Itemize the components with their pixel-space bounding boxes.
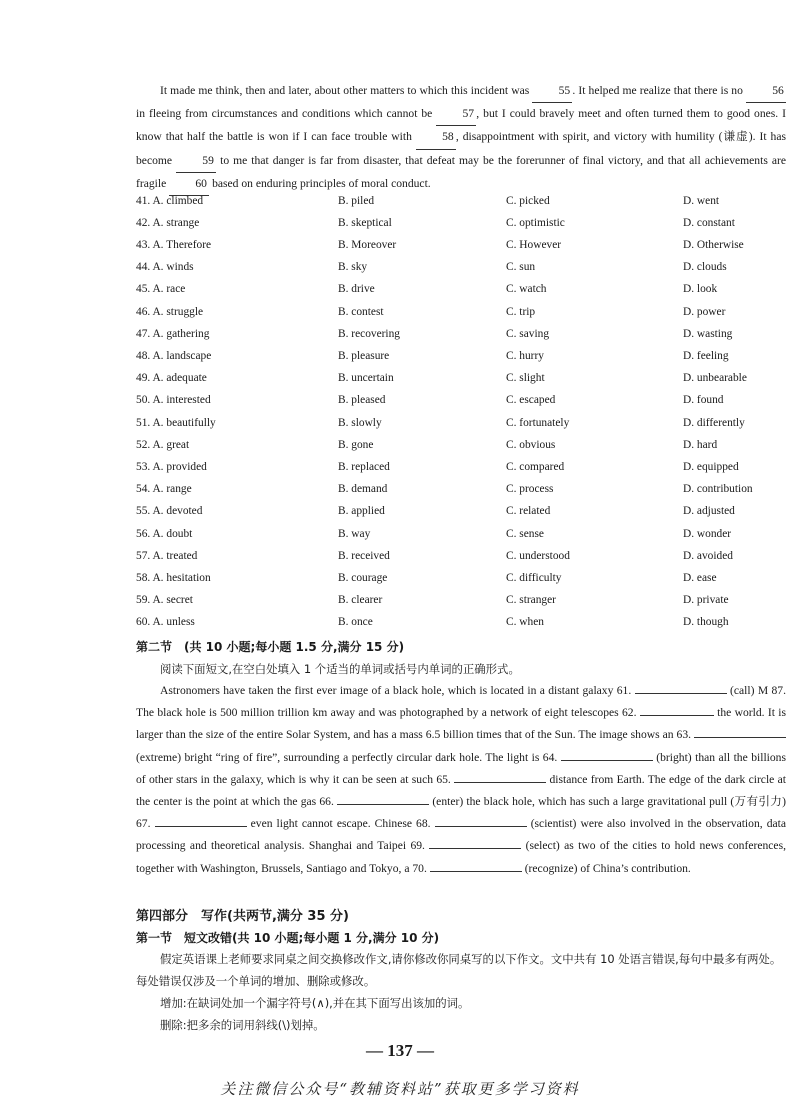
option-c[interactable]: C. related [506, 505, 551, 517]
cloze-passage-paragraph: It made me think, then and later, about other matters to which this incident was 55 . It helped me realize that there is no 56 in fleeing from circumstances and conditions which cannot be 57 , but I could bravely meet and often turned them to good ones. I know that half the battle is won if I can face trouble with 58 , disappointment with spirit, and victory with humility (谦虚). It has become 59 to me that danger is far from disaster, that defeat may be the forerunner of final victory, and that all achievements are fragile 60 based on enduring principles of moral conduct. [136, 80, 786, 196]
option-row-53 [136, 461, 786, 483]
option-d[interactable]: D. adjusted [683, 505, 735, 517]
option-b[interactable]: B. recovering [338, 328, 400, 340]
error-correction-instruction: 假定英语课上老师要求同桌之间交换修改作文,请你修改你同桌写的以下作文。文中共有 10 处语言错误,每句中最多有两处。每处错误仅涉及一个单词的增加、删除或修改。 [136, 952, 782, 988]
option-d[interactable]: D. look [683, 283, 718, 295]
part-4-heading: 第四部分 写作(共两节,满分 35 分) [136, 909, 349, 924]
option-c[interactable]: C. stranger [506, 594, 556, 606]
option-a[interactable]: 46. A. struggle [136, 306, 204, 318]
option-d[interactable]: D. power [683, 306, 726, 318]
option-row-45 [136, 283, 786, 305]
option-row-46 [136, 306, 786, 328]
option-d[interactable]: D. Otherwise [683, 239, 744, 251]
option-b[interactable]: B. gone [338, 439, 374, 451]
option-a[interactable]: 48. A. landscape [136, 350, 212, 362]
option-b[interactable]: B. skeptical [338, 217, 392, 229]
option-c[interactable]: C. difficulty [506, 572, 562, 584]
option-row-59 [136, 594, 786, 616]
option-row-41 [136, 195, 786, 217]
option-d[interactable]: D. wasting [683, 328, 733, 340]
option-d[interactable]: D. wonder [683, 528, 732, 540]
page-number: — 137 — [366, 1041, 434, 1060]
option-c[interactable]: C. process [506, 483, 554, 495]
option-b[interactable]: B. pleasure [338, 350, 390, 362]
option-d[interactable]: D. differently [683, 417, 745, 429]
option-c[interactable]: C. compared [506, 461, 565, 473]
option-b[interactable]: B. clearer [338, 594, 383, 606]
blank-59[interactable]: 59 [176, 150, 216, 173]
option-d[interactable]: D. went [683, 195, 720, 207]
option-row-49 [136, 372, 786, 394]
option-b[interactable]: B. replaced [338, 461, 390, 473]
option-c[interactable]: C. optimistic [506, 217, 565, 229]
option-d[interactable]: D. though [683, 616, 729, 628]
option-a[interactable]: 57. A. treated [136, 550, 198, 562]
insertion-rule: 增加:在缺词处加一个漏字符号(∧),并在其下面写出该加的词。 [160, 996, 470, 1010]
option-a[interactable]: 43. A. Therefore [136, 239, 212, 251]
option-c[interactable]: C. understood [506, 550, 570, 562]
option-row-44 [136, 261, 786, 283]
option-b[interactable]: B. sky [338, 261, 368, 273]
blank-70[interactable] [430, 871, 522, 872]
option-c[interactable]: C. watch [506, 283, 547, 295]
option-a[interactable]: 60. A. unless [136, 616, 195, 628]
option-c[interactable]: C. hurry [506, 350, 544, 362]
option-row-60 [136, 616, 786, 638]
option-row-43 [136, 239, 786, 261]
blank-63[interactable] [694, 737, 786, 738]
option-b[interactable]: B. applied [338, 505, 385, 517]
option-a[interactable]: 44. A. winds [136, 261, 194, 273]
option-d[interactable]: D. ease [683, 572, 717, 584]
option-d[interactable]: D. equipped [683, 461, 739, 473]
option-b[interactable]: B. Moreover [338, 239, 397, 251]
option-row-47 [136, 328, 786, 350]
option-a[interactable]: 52. A. great [136, 439, 190, 451]
blank-66[interactable] [337, 804, 429, 805]
footer-watermark: 关注微信公众号“教辅资料站”获取更多学习资料 [220, 1080, 580, 1098]
option-d[interactable]: D. clouds [683, 261, 727, 273]
option-a[interactable]: 41. A. climbed [136, 195, 204, 207]
option-a[interactable]: 42. A. strange [136, 217, 200, 229]
option-c[interactable]: C. picked [506, 195, 550, 207]
section-2-instruction: 阅读下面短文,在空白处填入 1 个适当的单词或括号内单词的正确形式。 [160, 662, 520, 676]
option-d[interactable]: D. feeling [683, 350, 729, 362]
blank-64[interactable] [561, 760, 653, 761]
option-b[interactable]: B. courage [338, 572, 388, 584]
option-b[interactable]: B. received [338, 550, 390, 562]
option-b[interactable]: B. drive [338, 283, 375, 295]
blank-69[interactable] [429, 848, 521, 849]
blank-62[interactable] [640, 715, 714, 716]
option-row-48 [136, 350, 786, 372]
option-c[interactable]: C. when [506, 616, 544, 628]
option-a[interactable]: 47. A. gathering [136, 328, 210, 340]
option-row-55 [136, 505, 786, 527]
option-a[interactable]: 45. A. race [136, 283, 186, 295]
option-c[interactable]: C. slight [506, 372, 545, 384]
option-b[interactable]: B. piled [338, 195, 375, 207]
option-c[interactable]: C. saving [506, 328, 550, 340]
option-row-51 [136, 417, 786, 439]
blank-57[interactable]: 57 [436, 103, 476, 126]
option-d[interactable]: D. contribution [683, 483, 753, 495]
grammar-fill-passage: Astronomers have taken the first ever image of a black hole, which is located in a distant galaxy 61. (call) M 87. The black hole is 500 million trillion km away and was photographed by a network of eight telescopes 62. the world. It is larger than the size of the entire Solar System, and has a mass 6.5 billion times that of the Sun. The image shows an 63. (extreme) bright “ring of fire”, surrounding a perfectly circular dark hole. The light is 64. (bright) than all the billions of other stars in the galaxy, which is why it can be seen at such 65. distance from Earth. The edge of the dark circle at the center is the point at which the gas 66. (enter) the black hole, which has such a large gravitational pull (万有引力) 67. even light cannot escape. Chinese 68. (scientist) were also involved in the observation, data processing and theoretical analysis. Shanghai and Taipei 69. (select) as two of the cities to hold news conferences, together with Washington, Brussels, Santiago and Tokyo, a 70. (recognize) of China’s contribution. [136, 684, 787, 875]
option-c[interactable]: C. sense [506, 528, 544, 540]
option-a[interactable]: 53. A. provided [136, 461, 207, 473]
option-d[interactable]: D. hard [683, 439, 718, 451]
option-d[interactable]: D. avoided [683, 550, 733, 562]
option-a[interactable]: 51. A. beautifully [136, 417, 216, 429]
option-a[interactable]: 59. A. secret [136, 594, 193, 606]
option-c[interactable]: C. sun [506, 261, 536, 273]
blank-65[interactable] [454, 782, 546, 783]
option-a[interactable]: 56. A. doubt [136, 528, 193, 540]
blank-60[interactable]: 60 [169, 173, 209, 196]
option-d[interactable]: D. private [683, 594, 729, 606]
option-b[interactable]: B. demand [338, 483, 388, 495]
option-d[interactable]: D. constant [683, 217, 735, 229]
option-row-50 [136, 394, 786, 416]
option-a[interactable]: 54. A. range [136, 483, 192, 495]
option-b[interactable]: B. once [338, 616, 373, 628]
section-2-heading: 第二节 (共 10 小题;每小题 1.5 分,满分 15 分) [136, 640, 405, 654]
blank-58[interactable]: 58 [416, 126, 456, 149]
option-b[interactable]: B. way [338, 528, 371, 540]
option-a[interactable]: 49. A. adequate [136, 372, 207, 384]
option-b[interactable]: B. slowly [338, 417, 382, 429]
option-c[interactable]: C. trip [506, 306, 536, 318]
option-row-52 [136, 439, 786, 461]
option-row-58 [136, 572, 786, 594]
option-c[interactable]: C. fortunately [506, 417, 570, 429]
blank-68[interactable] [435, 826, 527, 827]
option-a[interactable]: 50. A. interested [136, 394, 211, 406]
option-c[interactable]: C. obvious [506, 439, 556, 451]
option-a[interactable]: 55. A. devoted [136, 505, 203, 517]
option-row-42 [136, 217, 786, 239]
blank-61[interactable] [635, 693, 727, 694]
option-d[interactable]: D. unbearable [683, 372, 747, 384]
option-c[interactable]: C. escaped [506, 394, 556, 406]
option-a[interactable]: 58. A. hesitation [136, 572, 211, 584]
blank-55[interactable]: 55 [532, 80, 572, 103]
part-4-section-1-heading: 第一节 短文改错(共 10 小题;每小题 1 分,满分 10 分) [136, 931, 440, 945]
option-row-54 [136, 483, 786, 505]
blank-67[interactable] [155, 826, 247, 827]
option-b[interactable]: B. pleased [338, 394, 386, 406]
option-b[interactable]: B. contest [338, 306, 384, 318]
option-c[interactable]: C. However [506, 239, 562, 251]
option-d[interactable]: D. found [683, 394, 724, 406]
deletion-rule: 删除:把多余的词用斜线(\)划掉。 [160, 1018, 325, 1032]
blank-56[interactable]: 56 [746, 80, 786, 103]
option-row-56 [136, 528, 786, 550]
option-row-57 [136, 550, 786, 572]
option-b[interactable]: B. uncertain [338, 372, 394, 384]
